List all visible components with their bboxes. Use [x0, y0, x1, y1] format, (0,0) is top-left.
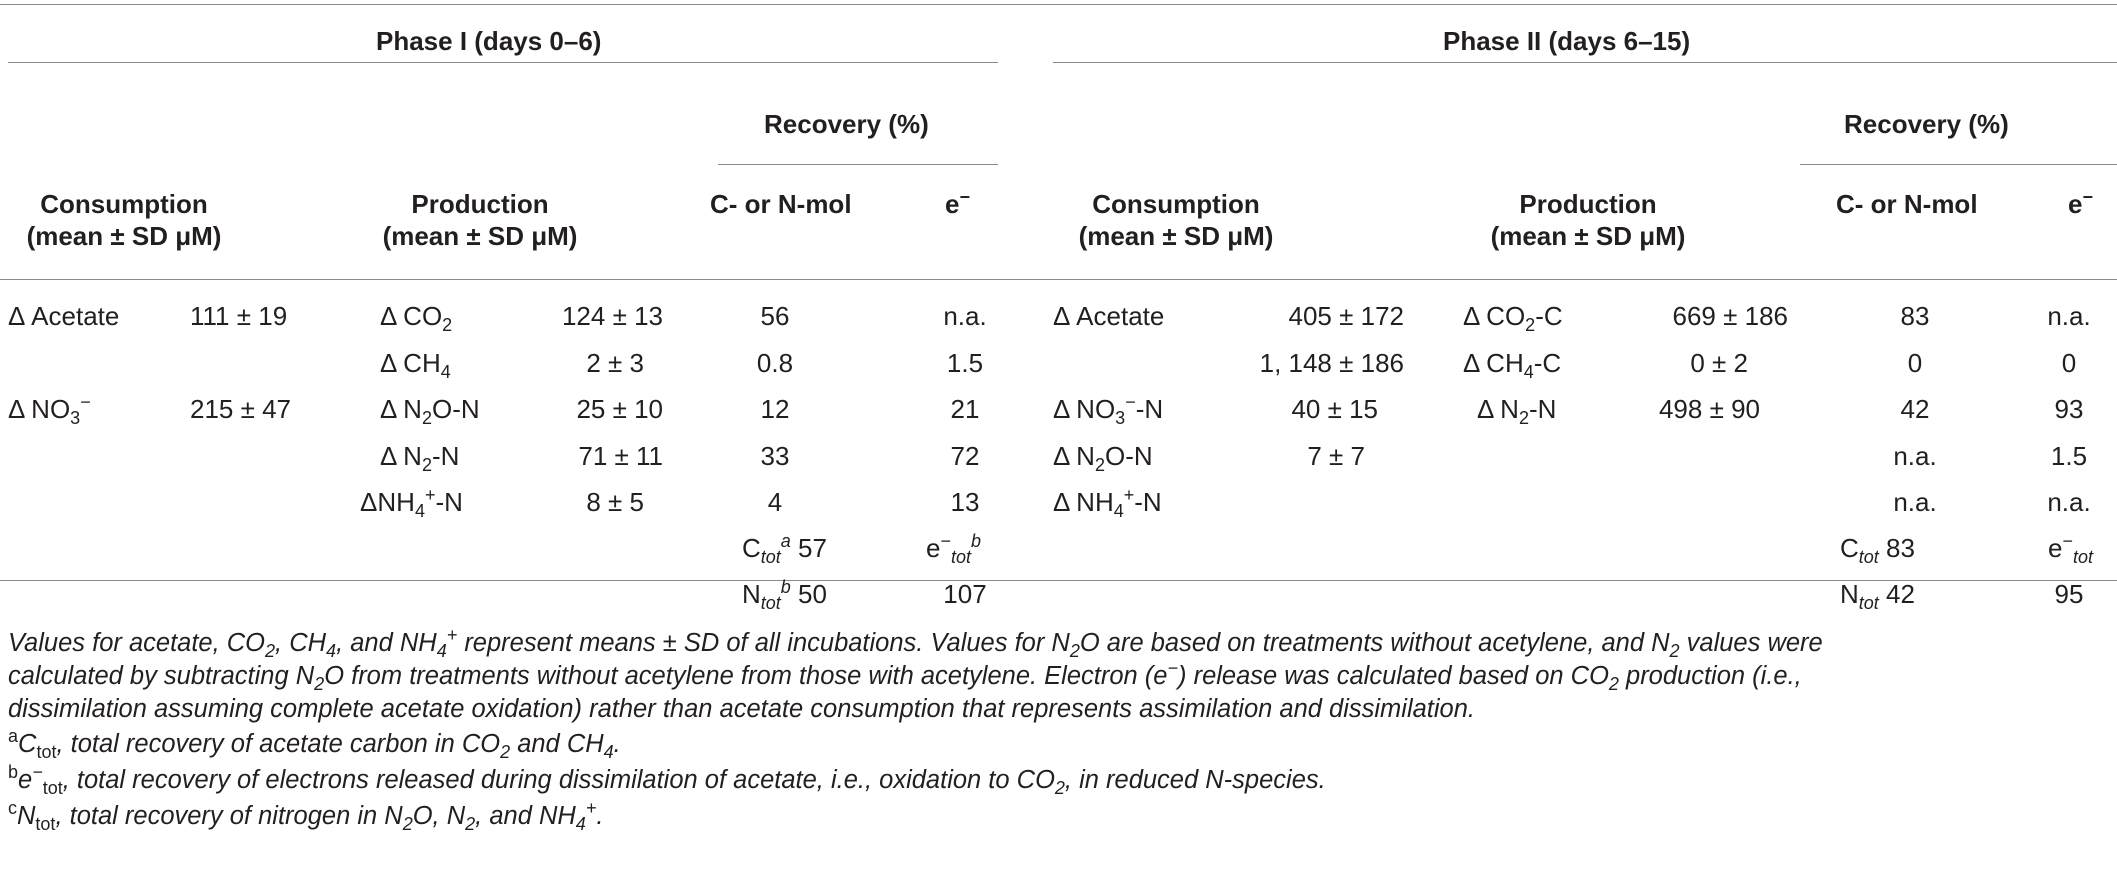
phase2-consumption-header: Consumption (mean ± SD μM)	[1078, 189, 1274, 251]
p1-r2-production: Δ $CH_4$	[380, 348, 451, 382]
phase1-e-header: e−	[945, 187, 970, 219]
p1-r1-consumption: Δ Acetate	[8, 301, 120, 331]
p2-r3-production: Δ $N_2-N$	[1477, 394, 1557, 428]
footnote-main-line3: dissimilation assuming complete acetate oxidation) rather than acetate consumption that represents assimilation and dissimilation.	[8, 695, 1476, 723]
p2-ctot: $C_{tot}$ 83	[1840, 533, 1915, 567]
p2-r4-consumption: Δ $N_2O-N$	[1053, 441, 1153, 475]
p2-r2-production: Δ $CH_4-C$	[1463, 348, 1562, 382]
phase2-recovery-rule	[1800, 164, 2117, 165]
p1-r1-production-value: 124 ± 13	[561, 301, 663, 331]
p1-r3-consumption-value: 215 ± 47	[190, 394, 292, 424]
phase2-rule	[1053, 62, 2117, 63]
p1-r2-production-value: 2 ± 3	[586, 348, 644, 378]
p2-r5-consumption: Δ $NH_4^+-N$	[1053, 485, 1162, 521]
p1-r5-production-value: 8 ± 5	[586, 487, 644, 517]
p2-r2-consumption-value: 1, 148 ± 186	[1259, 348, 1404, 378]
p1-r1-consumption-value: 111 ± 19	[190, 301, 288, 331]
phase1-rule	[8, 62, 998, 63]
footnote-c: $^cN_{tot}$, total recovery of nitrogen in $N_2O$, $N_2$, and $NH_4^+$.	[8, 798, 604, 834]
p1-ctot: $C_{tot}^a$ 57	[742, 531, 827, 567]
p1-r3-production: Δ $N_2O-N$	[380, 394, 480, 428]
p2-ntot-e: 95	[2054, 579, 2084, 609]
p1-r2-recovery-c: 0.8	[756, 348, 794, 378]
phase2-recovery-header: Recovery (%)	[1844, 109, 2009, 139]
p1-r3-production-value: 25 ± 10	[576, 394, 663, 424]
phase1-title: Phase I (days 0–6)	[376, 26, 602, 56]
p2-r1-recovery-e: n.a.	[2047, 301, 2091, 331]
p1-ntot-e: 107	[943, 579, 987, 609]
p1-r1-recovery-c: 56	[760, 301, 790, 331]
top-rule	[0, 4, 2117, 5]
footnote-main-line2: calculated by subtracting $N_2O$ from treatments without acetylene from those with acetylene. Electron (e−) release was calculated based on $CO_2$ production (i.e.,	[8, 658, 1802, 694]
p2-r2-recovery-e: 0	[2061, 348, 2077, 378]
p2-r5-recovery-e: n.a.	[2047, 487, 2091, 517]
p2-r3-consumption-value: 40 ± 15	[1291, 394, 1378, 424]
p2-r3-recovery-e: 93	[2054, 394, 2084, 424]
p1-ntot: $N_{tot}^b$ 50	[742, 577, 827, 613]
p2-r3-consumption: Δ $NO_3^--N$	[1053, 392, 1164, 428]
p2-r2-recovery-c: 0	[1907, 348, 1923, 378]
p1-r2-recovery-e: 1.5	[946, 348, 984, 378]
phase1-consumption-header: Consumption (mean ± SD μM)	[26, 189, 222, 251]
phase2-cnmol-header: C- or N-mol	[1836, 189, 1978, 219]
p1-etot: $e^-_{tot}^b$	[926, 531, 982, 567]
p2-r1-consumption: Δ Acetate	[1053, 301, 1165, 331]
phase1-recovery-header: Recovery (%)	[764, 109, 929, 139]
p2-r5-recovery-c: n.a.	[1893, 487, 1937, 517]
p2-r1-production-value: 669 ± 186	[1672, 301, 1788, 331]
phase2-production-header: Production (mean ± SD μM)	[1490, 189, 1686, 251]
p2-r1-recovery-c: 83	[1900, 301, 1930, 331]
p2-r4-recovery-c: n.a.	[1893, 441, 1937, 471]
p1-r5-recovery-e: 13	[950, 487, 980, 517]
p2-r4-consumption-value: 7 ± 7	[1307, 441, 1365, 471]
p1-r4-production: Δ $N_2-N$	[380, 441, 460, 475]
phase2-title: Phase II (days 6–15)	[1443, 26, 1691, 56]
footnote-a: $^aC_{tot}$, total recovery of acetate carbon in $CO_2$ and $CH_4$.	[8, 726, 621, 762]
footnote-main-line1: Values for acetate, $CO_2$, $CH_4$, and $NH_4^+$ represent means ± SD of all incubations. Values for $N_2O$ are based on treatments without acetylene, and $N_2$ values were	[8, 625, 1823, 661]
p1-r3-recovery-e: 21	[950, 394, 980, 424]
p1-r1-production: Δ $CO_2$	[380, 301, 453, 335]
phase2-e-header: e−	[2068, 187, 2093, 219]
p2-r3-production-value: 498 ± 90	[1658, 394, 1760, 424]
p1-r4-recovery-c: 33	[760, 441, 790, 471]
phase1-cnmol-header: C- or N-mol	[710, 189, 852, 219]
phase1-production-header: Production (mean ± SD μM)	[382, 189, 578, 251]
p1-r1-recovery-e: n.a.	[943, 301, 987, 331]
p2-r2-production-value: 0 ± 2	[1690, 348, 1748, 378]
p1-r4-production-value: 71 ± 11	[578, 441, 663, 471]
phase1-recovery-rule	[718, 164, 998, 165]
p1-r3-consumption: Δ $NO_3^-$	[8, 392, 91, 428]
p1-r5-production: $\Delta NH_4^+-N$	[360, 485, 463, 521]
p2-etot: $e^-_{tot}$	[2048, 531, 2093, 567]
p2-ntot: $N_{tot}$ 42	[1840, 579, 1915, 613]
p1-r4-recovery-e: 72	[950, 441, 980, 471]
p1-r3-recovery-c: 12	[760, 394, 790, 424]
p2-r1-production: Δ $CO_2-C$	[1463, 301, 1563, 335]
footnote-b: $^be^-_{tot}$, total recovery of electrons released during dissimilation of acetate, i.e., oxidation to $CO_2$, in reduced N-species.	[8, 762, 1326, 798]
header-bottom-rule	[0, 279, 2117, 280]
p1-r5-recovery-c: 4	[767, 487, 783, 517]
table-bottom-rule	[0, 580, 2117, 581]
p2-r3-recovery-c: 42	[1900, 394, 1930, 424]
p2-r1-consumption-value: 405 ± 172	[1288, 301, 1404, 331]
p2-r4-recovery-e: 1.5	[2050, 441, 2088, 471]
